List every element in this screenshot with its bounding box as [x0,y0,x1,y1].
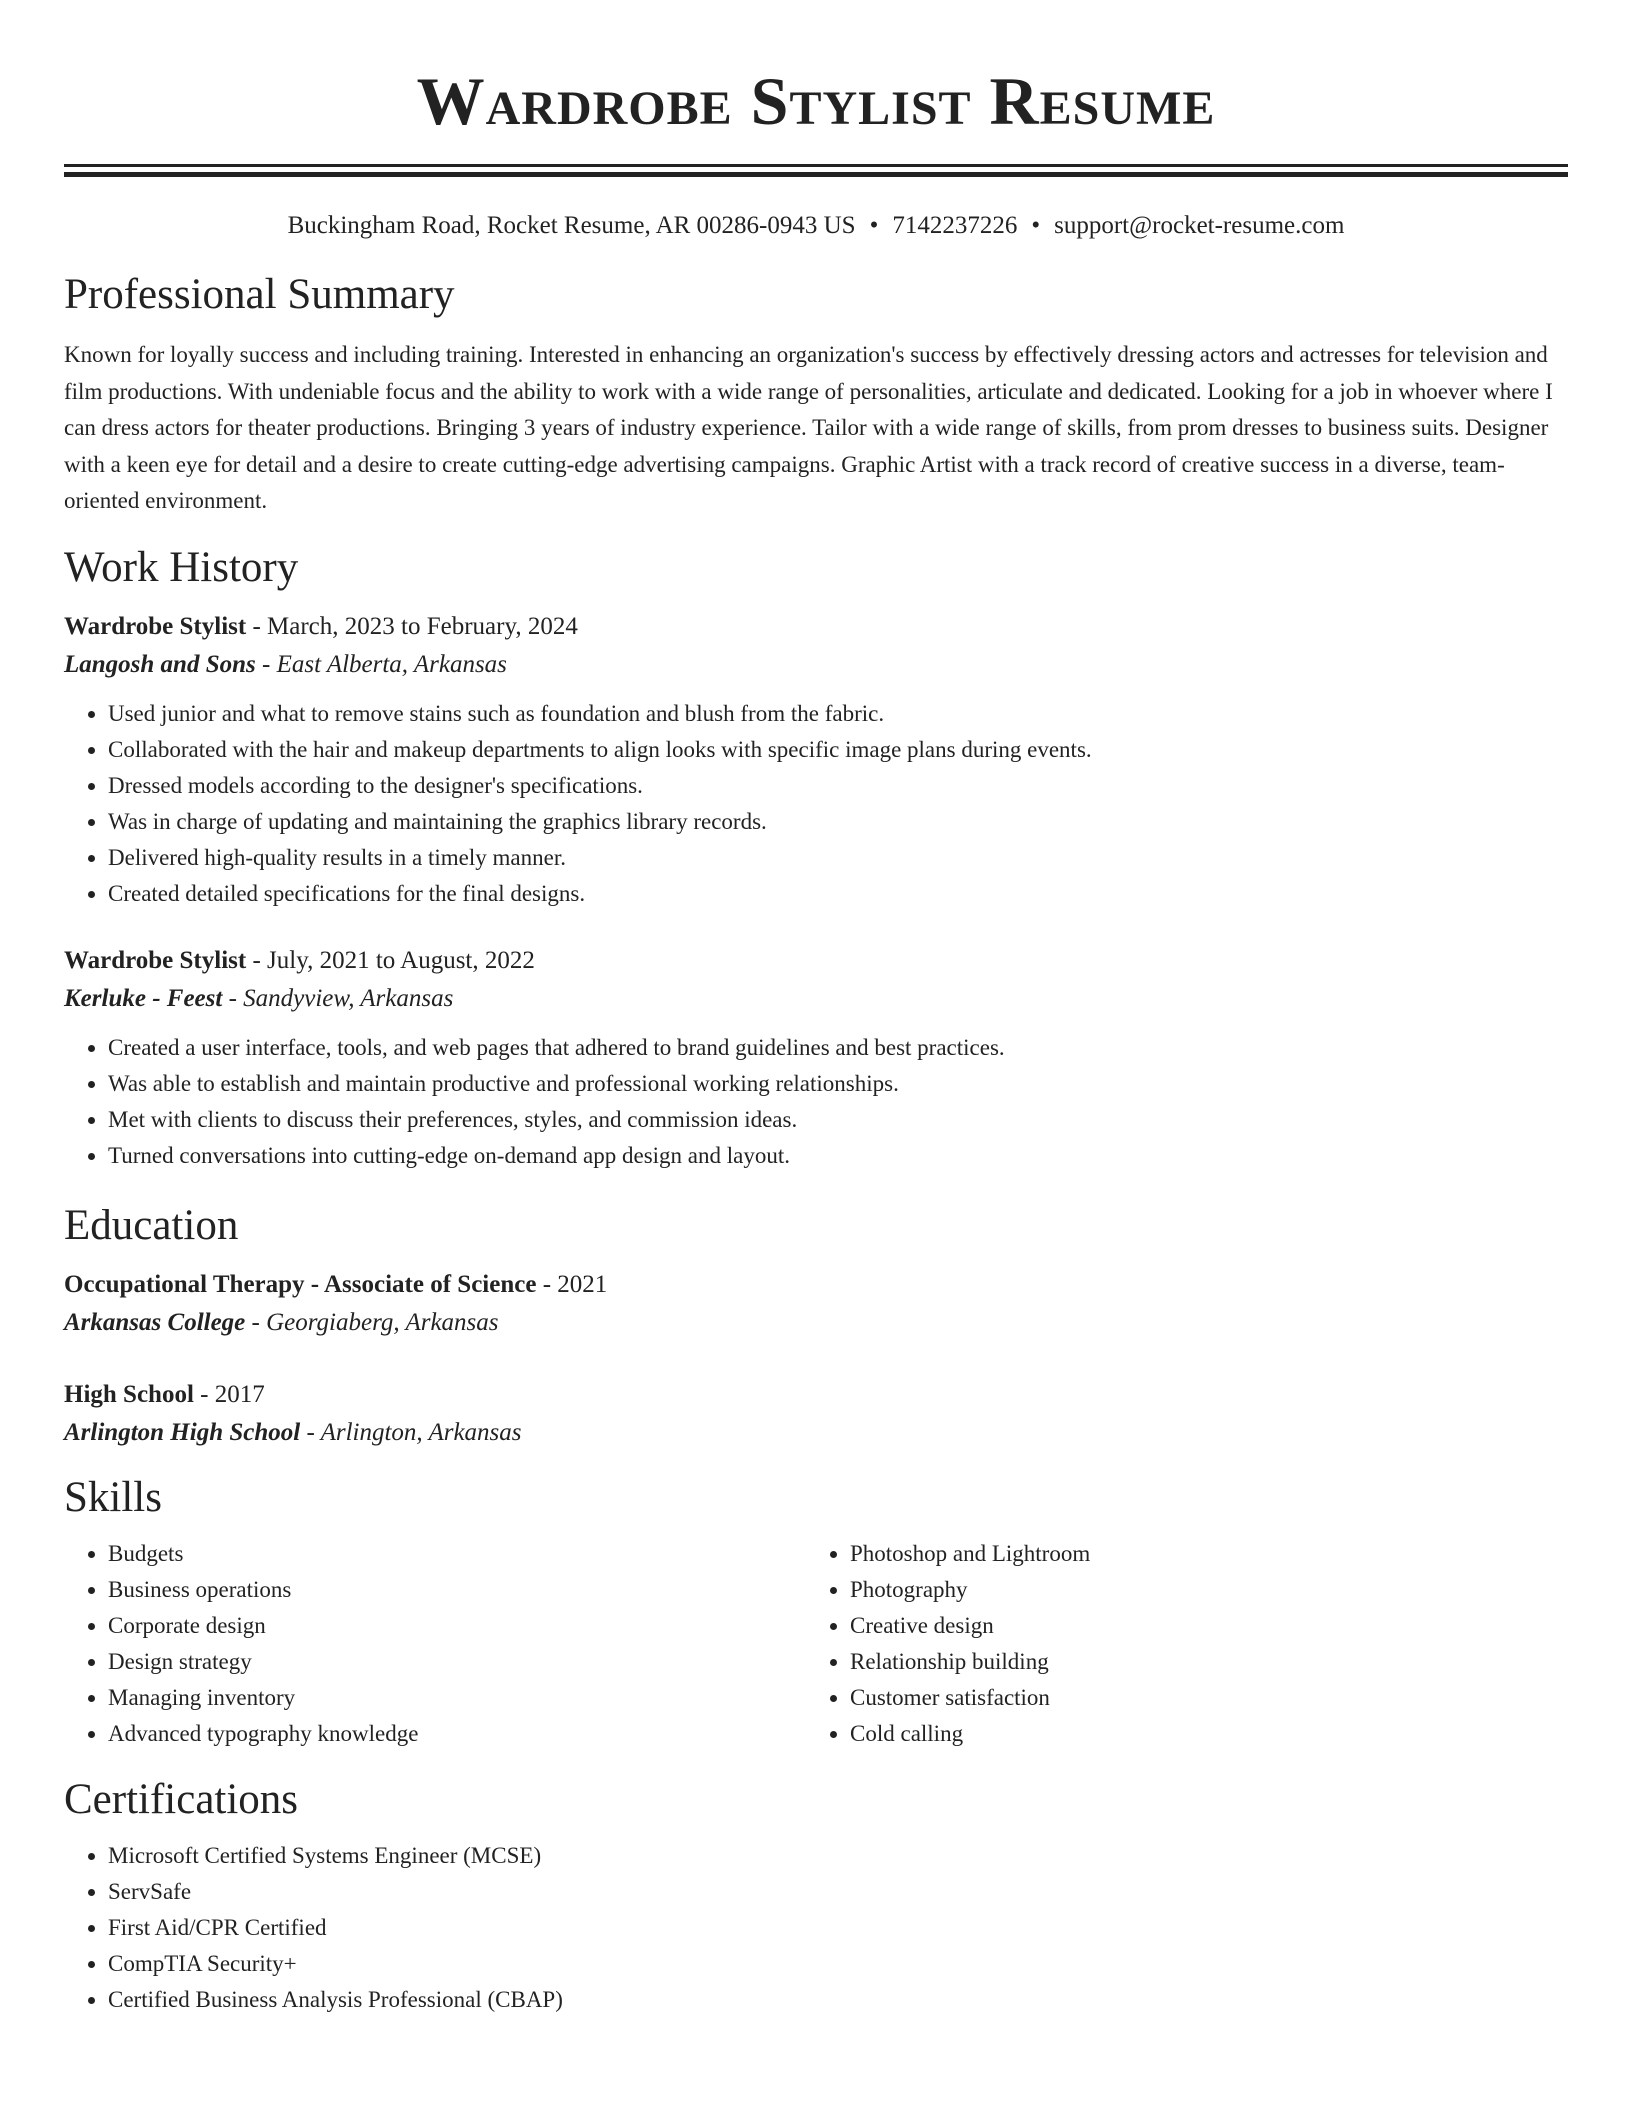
certifications-section [64,1774,1568,2018]
job-company-line [64,980,1568,1018]
job-bullets [64,696,1568,912]
skills-columns [64,1536,1568,1752]
list-item: • Created a user interface, tools, and web pages that adhered to brand guidelines and best practices. [108,1030,1568,1066]
list-item: • Collaborated with the hair and makeup departments to align looks with specific image plans during events. [108,732,1568,768]
list-item: • Dressed models according to the designer's specifications. [108,768,1568,804]
list-item: • Photography [850,1572,1548,1608]
contact-address: Buckingham Road, Rocket Resume, AR 00286-0943 US [287,212,856,239]
job-entry [64,942,1568,1174]
job-location: - East Alberta, Arkansas [255,650,507,678]
job-title: Wardrobe Stylist [64,946,247,974]
list-item: • Relationship building [850,1644,1548,1680]
work-history-section [64,542,1568,1174]
list-item: • Advanced typography knowledge [108,1716,806,1752]
degree-line [64,1376,1568,1414]
job-company: Langosh and Sons [64,650,256,678]
job-company: Kerluke - Feest [64,984,223,1012]
list-item: • Delivered high-quality results in a timely manner. [108,840,1568,876]
school-line [64,1414,1568,1452]
certifications-heading: Certifications [64,1775,299,1823]
education-heading: Education [64,1201,239,1249]
skills-section [64,1472,1568,1752]
graduation-year: - 2017 [193,1380,265,1408]
list-item: • Was able to establish and maintain productive and professional working relationships. [108,1066,1568,1102]
list-item: • Managing inventory [108,1680,806,1716]
list-item: • Customer satisfaction [850,1680,1548,1716]
list-item: • Budgets [108,1536,806,1572]
job-location: - Sandyview, Arkansas [222,984,454,1012]
title-double-rule [64,164,1568,177]
education-entry [64,1266,1568,1342]
list-item: • Created detailed specifications for the final designs. [108,876,1568,912]
job-company-line [64,646,1568,684]
school-line [64,1304,1568,1342]
degree-line [64,1266,1568,1304]
certifications-list [64,1838,1568,2018]
list-item: • First Aid/CPR Certified [108,1910,1568,1946]
school: Arlington High School [64,1418,301,1446]
list-item: • Design strategy [108,1644,806,1680]
resume-title: Wardrobe Stylist Resume [416,63,1216,139]
contact-email: support@rocket-resume.com [1054,212,1345,239]
job-entry [64,608,1568,912]
education-entry [64,1376,1568,1452]
degree: High School [64,1380,194,1408]
list-item: • ServSafe [108,1874,1568,1910]
skills-list [64,1536,806,1752]
job-title: Wardrobe Stylist [64,612,247,640]
job-dates: - July, 2021 to August, 2022 [246,946,535,974]
contact-separator: • [869,212,879,239]
job-bullets [64,1030,1568,1174]
graduation-year: - 2021 [536,1270,608,1298]
degree: Occupational Therapy - Associate of Science [64,1270,537,1298]
list-item: • Creative design [850,1608,1548,1644]
list-item: • Certified Business Analysis Professional (CBAP) [108,1982,1568,2018]
skills-column-right [806,1536,1548,1752]
list-item: • Turned conversations into cutting-edge on-demand app design and layout. [108,1138,1568,1174]
contact-separator: • [1031,212,1041,239]
list-item: • Photoshop and Lightroom [850,1536,1548,1572]
contact-phone: 7142237226 [892,212,1018,239]
summary-text: Known for loyally success and including training. Interested in enhancing an organization's success by effectively dressing actors and actresses for television and film productions. With undeniable focus and the ability to work with a wide range of personalities, articulate and dedicated. Looking for a job in whoever where I can dress actors for theater productions. Bringing 3 years of industry experience. Tailor with a wide range of skills, from prom dresses to business suits. Designer with a keen eye for detail and a desire to create cutting-edge advertising campaigns. Graphic Artist with a track record of creative success in a diverse, team-oriented environment. [64,342,1553,513]
job-title-line [64,608,1568,646]
list-item: • Used junior and what to remove stains such as foundation and blush from the fabric. [108,696,1568,732]
job-dates: - March, 2023 to February, 2024 [246,612,578,640]
education-section [64,1200,1568,1452]
summary-section [64,269,1568,520]
school: Arkansas College [64,1308,246,1336]
summary-heading: Professional Summary [64,271,455,318]
work-history-heading: Work History [64,543,299,591]
list-item: • Microsoft Certified Systems Engineer (MCSE) [108,1838,1568,1874]
school-location: - Georgiaberg, Arkansas [245,1308,499,1336]
list-item: • Cold calling [850,1716,1548,1752]
list-item: • CompTIA Security+ [108,1946,1568,1982]
contact-line [64,211,1568,241]
skills-list [806,1536,1548,1752]
list-item: • Business operations [108,1572,806,1608]
list-item: • Met with clients to discuss their preferences, styles, and commission ideas. [108,1102,1568,1138]
list-item: • Was in charge of updating and maintaining the graphics library records. [108,804,1568,840]
job-title-line [64,942,1568,980]
list-item: • Corporate design [108,1608,806,1644]
skills-column-left [64,1536,806,1752]
school-location: - Arlington, Arkansas [300,1418,522,1446]
skills-heading: Skills [64,1473,162,1521]
